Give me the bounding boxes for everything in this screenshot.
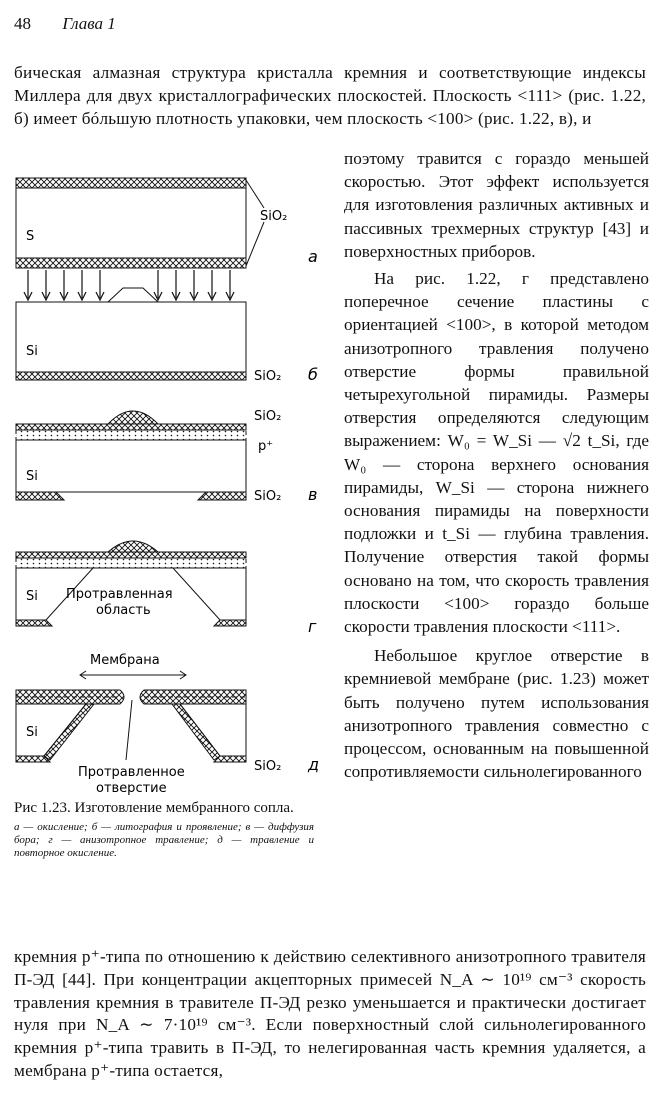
label-si-c: Si bbox=[26, 469, 38, 484]
figure-caption bbox=[14, 799, 314, 860]
letter-b: б bbox=[308, 365, 318, 384]
right-paragraph-3: Небольшое круглое отверстие в кремниевой мембране (рис. 1.23) может быть получено путем использования анизотропного травления совместно с процессом, основанным на повышенной сопротивляемости сильнолегированного bbox=[344, 646, 649, 782]
label-sio2-c-bot: SiO₂ bbox=[254, 489, 282, 504]
letter-c: в bbox=[308, 485, 318, 504]
label-sio2-c-top: SiO₂ bbox=[254, 409, 282, 424]
label-s-a: S bbox=[26, 229, 35, 244]
label-si-d: Si bbox=[26, 589, 38, 604]
label-sio2-b: SiO₂ bbox=[254, 369, 282, 384]
page-number: 48 bbox=[14, 14, 31, 33]
label-etched-hole-1: Протравленное bbox=[78, 765, 185, 780]
right-paragraph-1: поэтому травится с гораздо меньшей скоростью. Этот эффект используется для изготовления различных активных и пассивных трехмерных структур [43] и поверхностных приборов. bbox=[344, 149, 649, 261]
top-paragraph bbox=[14, 62, 646, 130]
label-p-plus: p⁺ bbox=[258, 439, 274, 454]
label-si-e: Si bbox=[26, 725, 38, 740]
letter-a: а bbox=[308, 247, 318, 266]
caption-title: Рис 1.23. Изготовление мембранного сопла. bbox=[14, 800, 294, 816]
letter-d: г bbox=[308, 617, 317, 636]
step-c-boron-diffusion bbox=[16, 409, 317, 504]
page-header bbox=[14, 14, 116, 34]
label-si-b: Si bbox=[26, 344, 38, 359]
label-sio2-e: SiO₂ bbox=[254, 759, 282, 774]
right-paragraph-2: На рис. 1.22, г представлено поперечное сечение пластины с ориентацией <100>, в которой методом анизотропного травления получено отверстие формы правильной четырехугольной пирамиды. Размеры отверстия определяются следующим выражением: W₀ = W_Si — √2 t_Si, где W₀ — сторона верхнего основания пирамиды, W_Si — сторона нижнего основания пирамиды на поверхности подложки и t_Si — глубина травления. Получение отверстия такой формы основано на том, что скорость травления плоскости <100> гораздо больше скорости травления плоскости <111>. bbox=[344, 269, 649, 637]
membrane-nozzle-figure bbox=[8, 170, 338, 810]
bottom-paragraph-text: кремния р⁺-типа по отношению к действию селективного анизотропного травителя П-ЭД [44]. При концентрации акцепторных примесей N_A ∼ 10¹⁹ см⁻³ скорость травления кремния в травителе П-ЭД резко уменьшается и практически достигает нуля при N_A ∼ 7·10¹⁹ см⁻³. Если поверхностный слой сильнолегированного кремния р⁺-типа травить в П-ЭД, то нелегированная часть кремния удаляется, а мембрана р⁺-типа остается, bbox=[14, 947, 646, 1080]
letter-e: д bbox=[308, 755, 320, 774]
step-b-lithography bbox=[16, 270, 318, 384]
step-d-anisotropic-etching bbox=[16, 541, 317, 636]
label-etched-area-1: Протравленная bbox=[66, 587, 173, 602]
bottom-paragraph bbox=[14, 946, 646, 1083]
label-sio2-a: SiO₂ bbox=[260, 209, 288, 224]
label-membrane: Мембрана bbox=[90, 653, 160, 668]
step-e-etching-reoxidation bbox=[16, 653, 319, 796]
top-paragraph-text: бическая алмазная структура кристалла кремния и соответствующие индексы Миллера для двух кристаллографических плоскостей. Плоскость <111> (рис. 1.22, б) имеет бóльшую плотность упаковки, чем плоскость <100> (рис. 1.22, в), и bbox=[14, 63, 646, 128]
caption-legend: а — окисление; б — литография и проявление; в — диффузия бора; г — анизотропное травление; д — травление и повторное окисление. bbox=[14, 821, 314, 859]
label-etched-hole-2: отверстие bbox=[96, 781, 167, 796]
chapter-title: Глава 1 bbox=[62, 14, 116, 33]
right-column bbox=[344, 147, 649, 783]
step-a-oxidation bbox=[16, 178, 318, 268]
label-etched-area-2: область bbox=[96, 603, 151, 618]
